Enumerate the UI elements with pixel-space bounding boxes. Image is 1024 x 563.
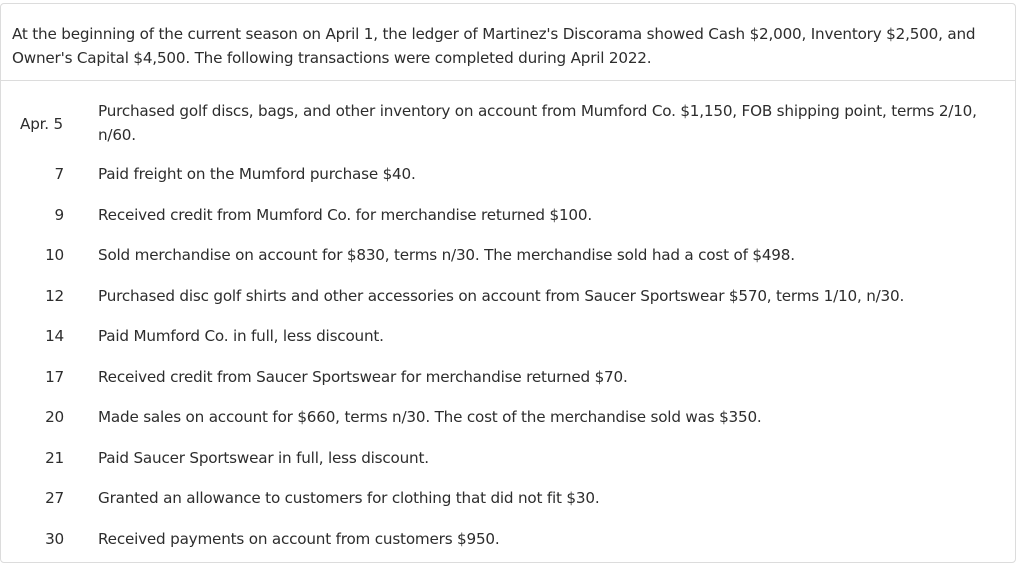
problem-intro: At the beginning of the current season on April 1, the ledger of Martinez's Discorama showed Cash $2,000, Inventory $2,500, and Owner's Capital $4,500. The following transactions were completed during April 2022. xyxy=(12,25,976,67)
transaction-date: 20 xyxy=(45,408,64,426)
transaction-date: 14 xyxy=(45,327,64,345)
transaction-description: Purchased golf discs, bags, and other inventory on account from Mumford Co. $1,150, FOB shipping point, terms 2/10, n/60. xyxy=(98,102,977,144)
transaction-date: 7 xyxy=(54,165,64,183)
transaction-description: Purchased disc golf shirts and other accessories on account from Saucer Sportswear $570, terms 1/10, n/30. xyxy=(98,287,905,305)
divider xyxy=(1,80,1015,81)
transaction-description: Received credit from Mumford Co. for merchandise returned $100. xyxy=(98,206,592,224)
transaction-date: 21 xyxy=(45,449,64,467)
transaction-date: 30 xyxy=(45,530,64,548)
transaction-date: 12 xyxy=(45,287,64,305)
transaction-description: Paid Saucer Sportswear in full, less discount. xyxy=(98,449,429,467)
transaction-date: 10 xyxy=(45,246,64,264)
problem-card xyxy=(0,3,1016,563)
transaction-description: Made sales on account for $660, terms n/30. The cost of the merchandise sold was $350. xyxy=(98,408,762,426)
transaction-date: 27 xyxy=(45,489,64,507)
transaction-date: Apr. 5 xyxy=(20,115,63,133)
transaction-date: 17 xyxy=(45,368,64,386)
transaction-description: Paid freight on the Mumford purchase $40. xyxy=(98,165,416,183)
transaction-description: Received credit from Saucer Sportswear for merchandise returned $70. xyxy=(98,368,628,386)
transaction-description: Received payments on account from customers $950. xyxy=(98,530,500,548)
transaction-description: Paid Mumford Co. in full, less discount. xyxy=(98,327,384,345)
transaction-date: 9 xyxy=(54,206,64,224)
transaction-description: Granted an allowance to customers for clothing that did not fit $30. xyxy=(98,489,600,507)
transaction-description: Sold merchandise on account for $830, terms n/30. The merchandise sold had a cost of $498. xyxy=(98,246,795,264)
